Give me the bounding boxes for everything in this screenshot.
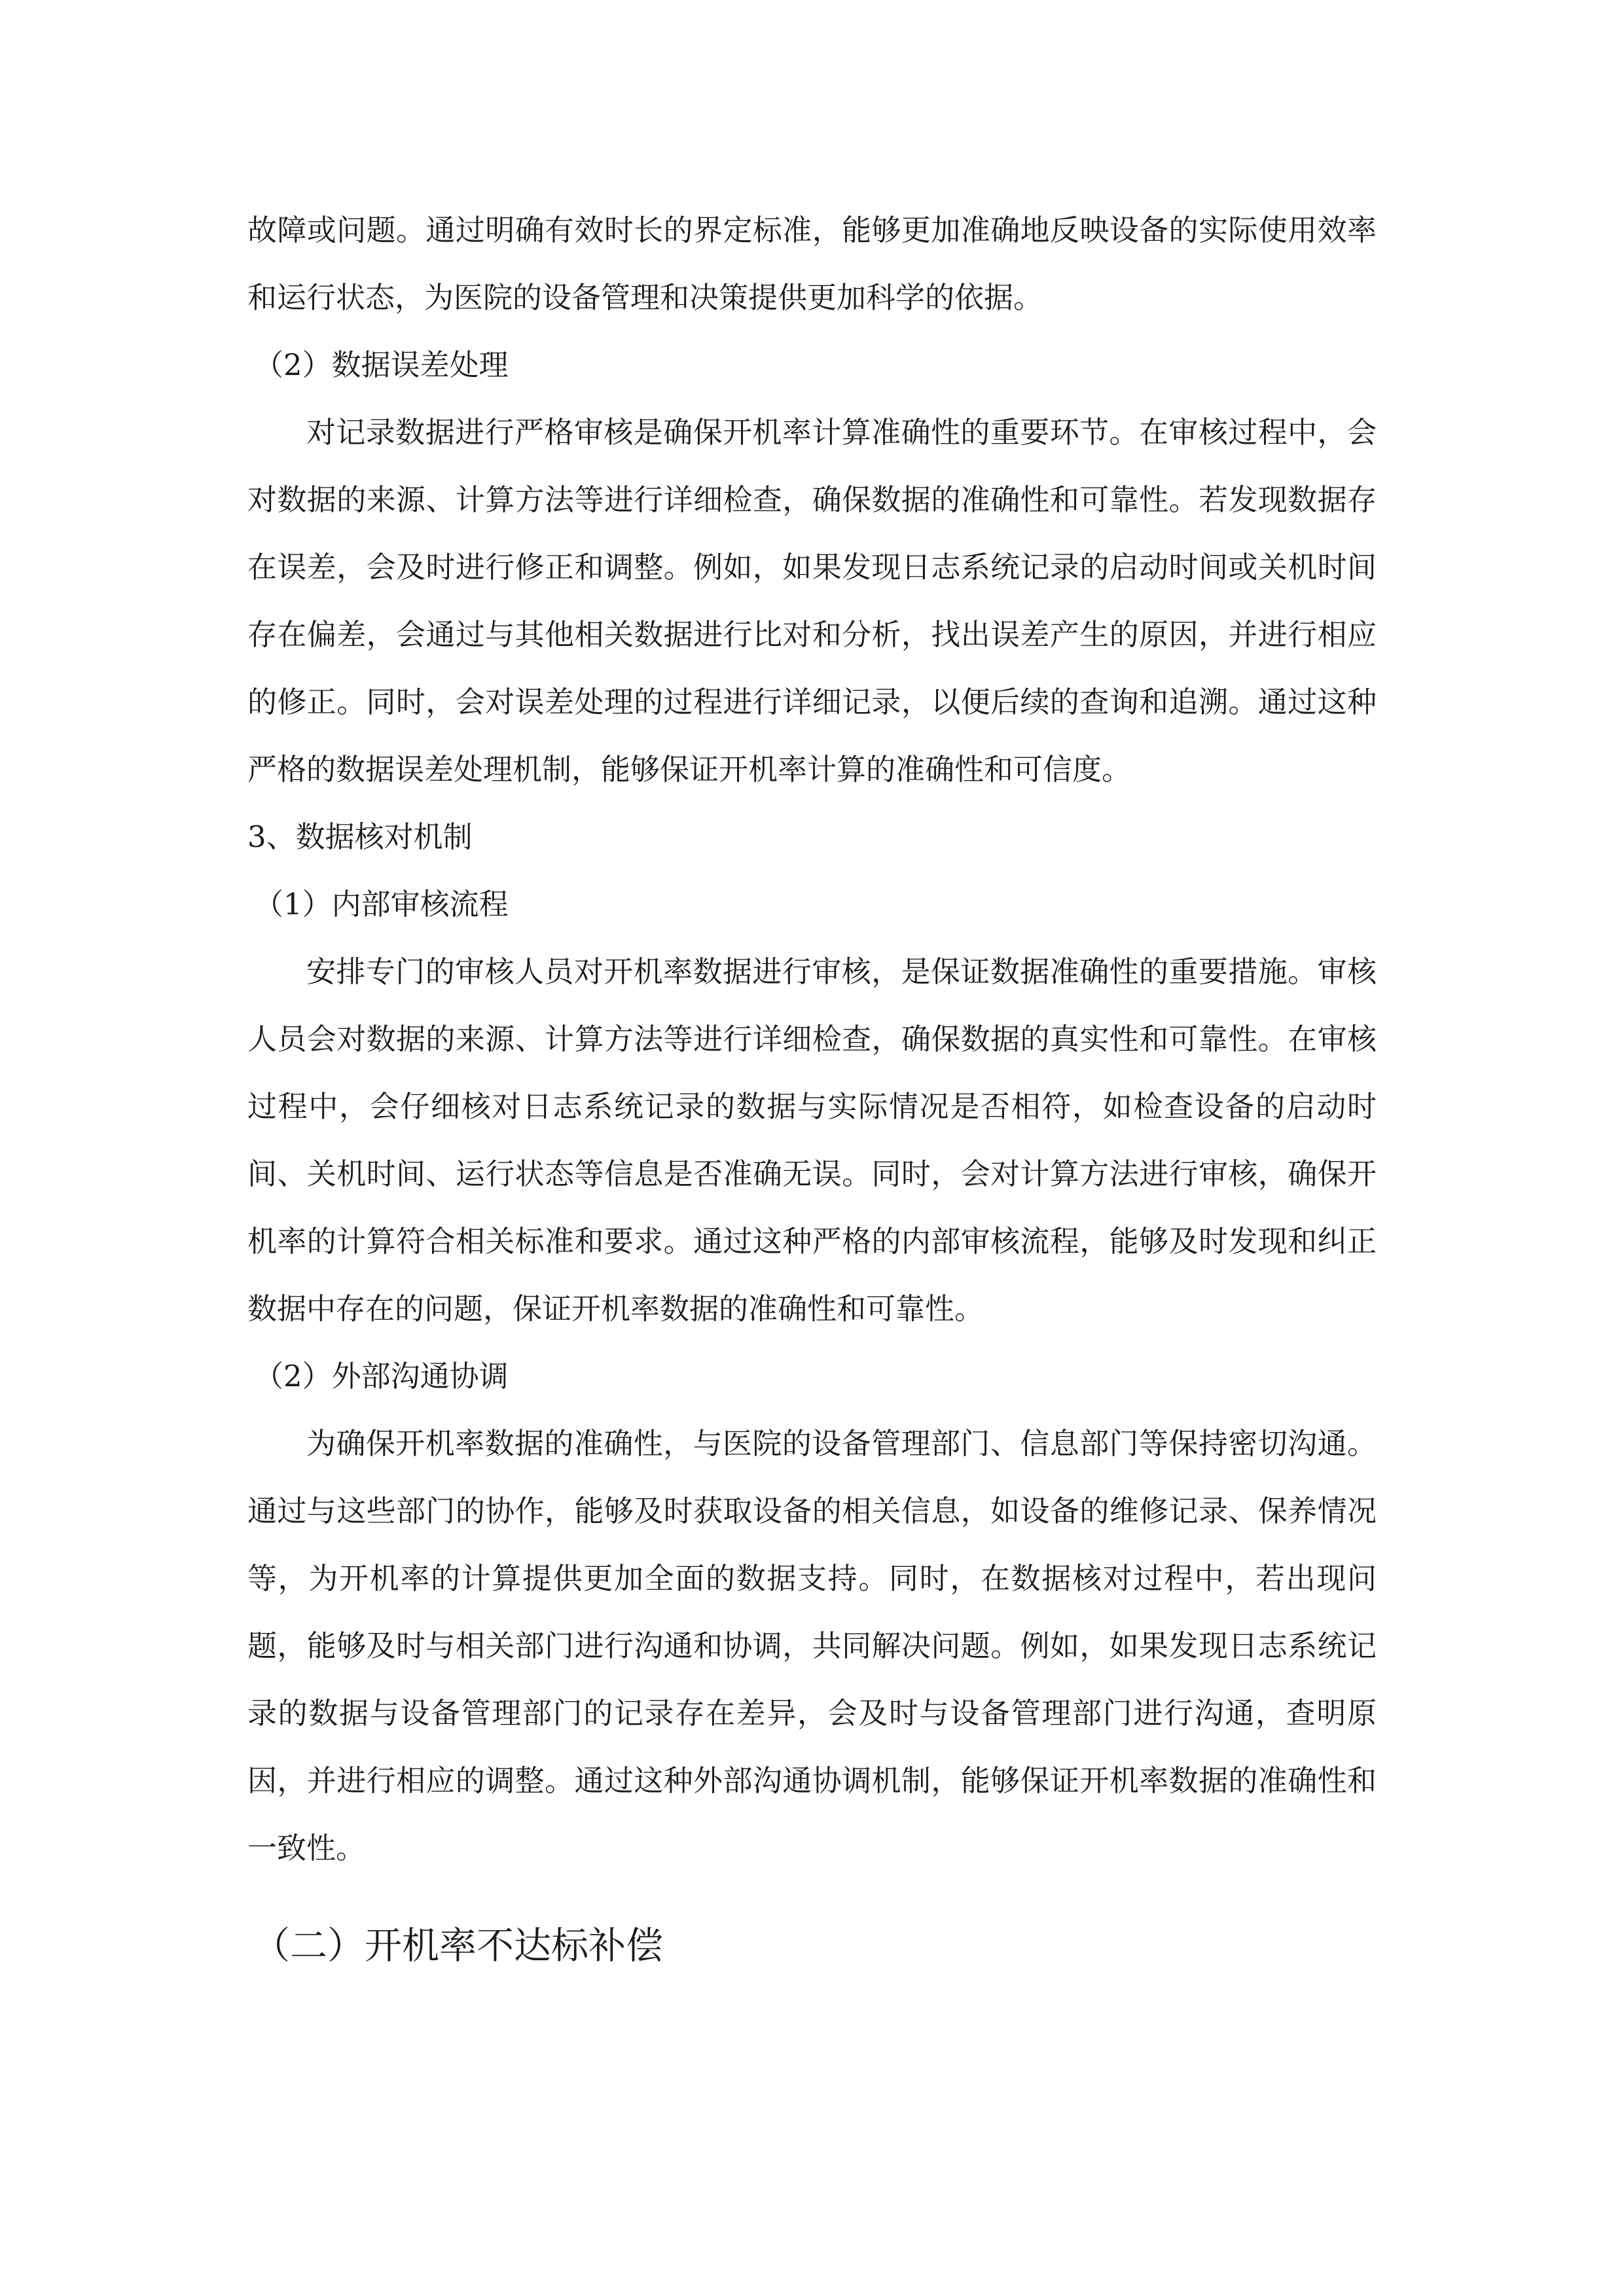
paragraph-continuation: 故障或问题。通过明确有效时长的界定标准，能够更加准确地反映设备的实际使用效率和运行状态，为医院的设备管理和决策提供更加科学的依据。: [247, 213, 1377, 315]
subheading-external-coordination: （2）外部沟通协调: [254, 1359, 509, 1393]
paragraph-external-coordination: 为确保开机率数据的准确性，与医院的设备管理部门、信息部门等保持密切沟通。通过与这些部门的协作，能够及时获取设备的相关信息，如设备的维修记录、保养情况等，为开机率的计算提供更加全面的数据支持。同时，在数据核对过程中，若出现问题，能够及时与相关部门进行沟通和协调，共同解决问题。例如，如果发现日志系统记录的数据与设备管理部门的记录存在差异，会及时与设备管理部门进行沟通，查明原因，并进行相应的调整。通过这种外部沟通协调机制，能够保证开机率数据的准确性和一致性。: [247, 1426, 1377, 1865]
heading-data-verification-mechanism: 3、数据核对机制: [247, 819, 473, 854]
document-body: [247, 196, 1377, 1972]
paragraph-data-error-handling: 对记录数据进行严格审核是确保开机率计算准确性的重要环节。在审核过程中，会对数据的来源、计算方法等进行详细检查，确保数据的准确性和可靠性。若发现数据存在误差，会及时进行修正和调整。例如，如果发现日志系统记录的启动时间或关机时间存在偏差，会通过与其他相关数据进行比对和分析，找出误差产生的原因，并进行相应的修正。同时，会对误差处理的过程进行详细记录，以便后续的查询和追溯。通过这种严格的数据误差处理机制，能够保证开机率计算的准确性和可信度。: [247, 415, 1377, 787]
subheading-internal-audit-process: （1）内部审核流程: [254, 887, 509, 922]
paragraph-internal-audit-process: 安排专门的审核人员对开机率数据进行审核，是保证数据准确性的重要措施。审核人员会对数据的来源、计算方法等进行详细检查，确保数据的真实性和可靠性。在审核过程中，会仔细核对日志系统记录的数据与实际情况是否相符，如检查设备的启动时间、关机时间、运行状态等信息是否准确无误。同时，会对计算方法进行审核，确保开机率的计算符合相关标准和要求。通过这种严格的内部审核流程，能够及时发现和纠正数据中存在的问题，保证开机率数据的准确性和可靠性。: [247, 954, 1377, 1326]
section-title-uptime-compensation: （二）开机率不达标补偿: [253, 1924, 663, 1967]
subheading-data-error-handling: （2）数据误差处理: [254, 348, 509, 382]
